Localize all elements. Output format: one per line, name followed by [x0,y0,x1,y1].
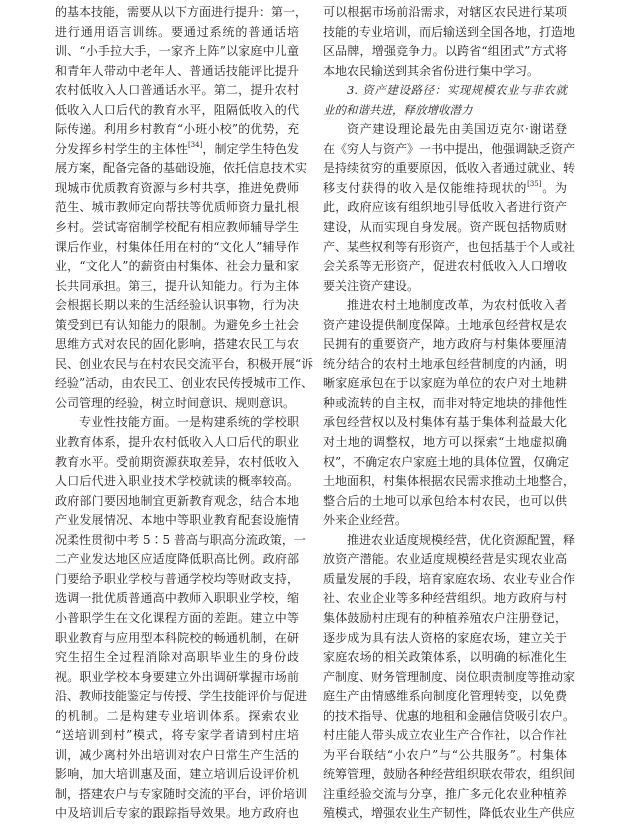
text-line: 推进农村土地制度改革，为农村低收入者 [347,298,567,313]
text-line: 民拥有的重要资产，地方政府与村集体要厘清 [323,337,567,352]
text-segment: ，制定学生特色发 [202,141,299,156]
text-line: 逐步成为具有法人资格的家庭农场，建立关于 [323,630,567,645]
text-line: 注重经验交流与分享，推广多元化农业种植养 [323,786,567,801]
text-line: 小普职学生在文化课程方面的差距。建立中等 [55,610,299,625]
text-line: 视。职业学校本身要建立外出调研掌握市场前 [55,669,299,684]
text-line: 建设，从而实现自身发展。资产既包括物质财 [323,220,567,235]
text-line: 土地面积，村集体根据农民需求推动土地整合， [323,474,576,489]
text-line: 乡村。尝试寄宿制学校配有相应教师辅导学生 [55,220,299,235]
text-line: 选调一批优质普通高中教师入职职业学校，缩 [55,591,299,606]
text-line: 在《穷人与资产》一书中提出，他强调缺乏资产 [323,141,576,156]
text-line: 会根据长期以来的生活经验认识事物，行为决 [55,298,299,313]
text-line: 资产建设提供制度保障。土地承包经营权是农 [323,317,567,332]
text-line: 现城市优质教育资源与乡村共享，推进免费师 [55,180,299,195]
text-line: 家庭农场的相关政策体系，以明确的标准化生 [323,650,567,665]
citation-superscript: [35] [527,179,542,188]
text-line: 训、“小手拉大手，一家齐上阵”以家庭中儿童 [55,44,299,59]
text-line: 本地农民输送到其余省份进行集中学习。 [323,63,540,78]
text-line: 统筹管理，鼓励各种经营组织联农带农，组织间 [323,767,576,782]
citation-superscript: [34] [187,140,203,149]
text-line: 可以根据市场前沿需求，对辖区农民进行某项 [323,5,567,19]
paragraph [323,296,576,531]
text-line [55,140,299,160]
text-line: “送培训到村”模式，将专家学者请到村庄培 [55,728,299,743]
text-line: 究生招生全过程消除对高职毕业生的身份歧 [55,650,299,665]
text-line: 公司管理的经验，树立时间意识、规则意识。 [55,395,296,410]
text-line: 和青年人带动中老年人、普通话技能评比提升 [55,63,299,78]
text-line: 课后作业，村集体任用在村的“文化人”辅导作 [55,239,299,254]
text-line: 的技术指导、优惠的地租和金融信贷吸引农户。 [323,708,576,723]
text-line: 训，减少离村外出培训对农户日常生产生活的 [55,747,299,762]
text-line: 际传递。利用乡村教育“小班小校”的优势，充 [55,122,299,137]
text-line: 社、农业企业等多种经营组织。地方政府与村 [323,591,567,606]
text-line: 业，“文化人”的薪资由村集体、社会力量和家 [55,259,299,274]
text-line: 门要给予职业学校与普通学校均等财政支持， [55,571,299,586]
text-line: 是持续贫穷的重要原因，低收入者通过就业、转 [323,161,576,176]
text-line: 整合后的土地可以承包给本村农民，也可以供 [323,493,567,508]
text-line: 权”，不确定农户家庭土地的具体位置，仅确定 [323,454,570,469]
text-line: 范生、城市教师定向帮扶等优质师资力量扎根 [55,200,299,215]
text-line: 的机制。二是构建专业培训体系。探索农业 [55,708,299,723]
text-line [323,179,567,199]
text-line: 职业教育与应用型本科院校的畅通机制，在研 [55,630,299,645]
text-line: 况柔性贯彻中考 5∶5 普高与职高分流政策，一 [55,532,306,547]
text-line: 制，搭建农户与专家随时交流的平台，评价培训 [55,786,308,801]
text-line: 3. 资产建设路径：实现规模农业与非农就 [347,83,567,98]
text-line: 专业性技能方面。一是构建系统的学校职 [79,415,299,430]
section-heading [323,81,567,120]
text-line: 产业发展情况、本地中等职业教育配套设施情 [55,513,299,528]
text-segment: 分发挥乡村学生的主体性 [55,141,188,156]
text-segment: 移支付获得的收入是仅能维持现状的 [323,180,528,195]
text-line: 的基本技能，需要从以下方面进行提升：第一， [55,5,308,19]
text-line: 集体鼓励村庄现有的种植养殖农户注册登记， [323,610,567,625]
text-line: 推进农业适度规模经营，优化资源配置，释 [347,532,576,547]
text-line: 人口后代进入职业技术学校就读的概率较高。 [55,474,299,489]
text-line: 为平台联结“小农户”与“公共服务”。村集体 [323,747,567,762]
text-line: 统分结合的农村土地承包经营制度的内涵，明 [323,356,567,371]
text-line: 经验”活动，由农民工、创业农民传授城市工作、 [55,376,314,391]
text-line: 承包经营权以及村集体有基于集体利益最大化 [323,415,567,430]
text-line: 会关系等无形资产，促进农村低收入人口增收 [323,259,567,274]
text-line: 进行通用语言训练。要通过系统的普通话培 [55,24,299,39]
text-line: 种或流转的自主权，而非对特定地块的排他性 [323,395,567,410]
text-line: 农村低收入人口普通话水平。第二，提升农村 [55,83,299,98]
text-line: 业教育体系，提升农村低收入人口后代的职业 [55,435,299,450]
text-line: 此，政府应该有组织地引导低收入者进行资产 [323,200,567,215]
text-line: 殖模式，增强农业生产韧性，降低农业生产供应 [323,806,576,821]
text-line: 晰家庭承包在于以家庭为单位的农户对土地耕 [323,376,567,391]
text-line: 外来企业经营。 [323,513,408,528]
text-line: 产制度、财务管理制度、岗位职责制度等推动家 [323,669,576,684]
text-line: 影响，加大培训惠及面，建立培训后设评价机 [55,767,299,782]
text-line: 质量发展的手段，培育家庭农场、农业专业合作 [323,571,576,586]
text-line: 区品牌，增强竞争力。以跨省“组团式”方式将 [323,44,567,59]
text-line: 村庄能人带头成立农业生产合作社，以合作社 [323,728,567,743]
text-line: 要关注资产建设。 [323,278,420,293]
text-line: 教育水平。受前期资源获取差异，农村低收入 [55,454,299,469]
text-line: 展方案，配备完备的基础设施，依托信息技术实 [55,161,308,176]
text-line: 民、创业农民与在村农民交流平台，积极开展“诉 [55,356,314,371]
text-line: 技能的专业培训，而后输送到全国各地，打造地 [323,24,576,39]
text-line: 二产业发达地区应适度降低职高比例。政府部 [55,552,299,567]
paragraph [55,3,314,413]
paragraph [323,531,576,824]
text-line: 策受到已有认知能力的限制。为避免乡土社会 [55,317,299,332]
left-column [55,3,314,824]
text-line: 放资产潜能。农业适度规模经营是实现农业高 [323,552,567,567]
paragraph [323,120,576,296]
text-line: 资产建设理论最先由美国迈克尔·谢诺登 [347,122,567,137]
paragraph [323,3,576,81]
text-line: 思维方式对农民的固化影响，搭建农民工与农 [55,337,299,352]
paragraph [55,413,308,823]
text-line: 长共同承担。第三，提升认知能力。行为主体 [55,278,299,293]
text-line: 庭生产由情感维系向制度化管理转变，以免费 [323,689,567,704]
text-line: 中及培训后专家的跟踪指导效果。地方政府也 [55,806,299,821]
text-line: 产、某些权利等有形资产，也包括基于个人或社 [323,239,576,254]
text-line: 低收入人口后代的教育水平，阻隔低收入的代 [55,102,299,117]
text-line: 政府部门要因地制宜更新教育观念，结合本地 [55,493,299,508]
text-line: 沿、教师技能鉴定与传授、学生技能评价与促进 [55,689,308,704]
text-line: 对土地的调整权，地方可以探索“土地虚拟确 [323,435,567,450]
right-column [323,3,576,824]
text-segment: 。为 [541,180,567,195]
text-line: 业的和谐共进，释放增收潜力 [323,102,473,117]
